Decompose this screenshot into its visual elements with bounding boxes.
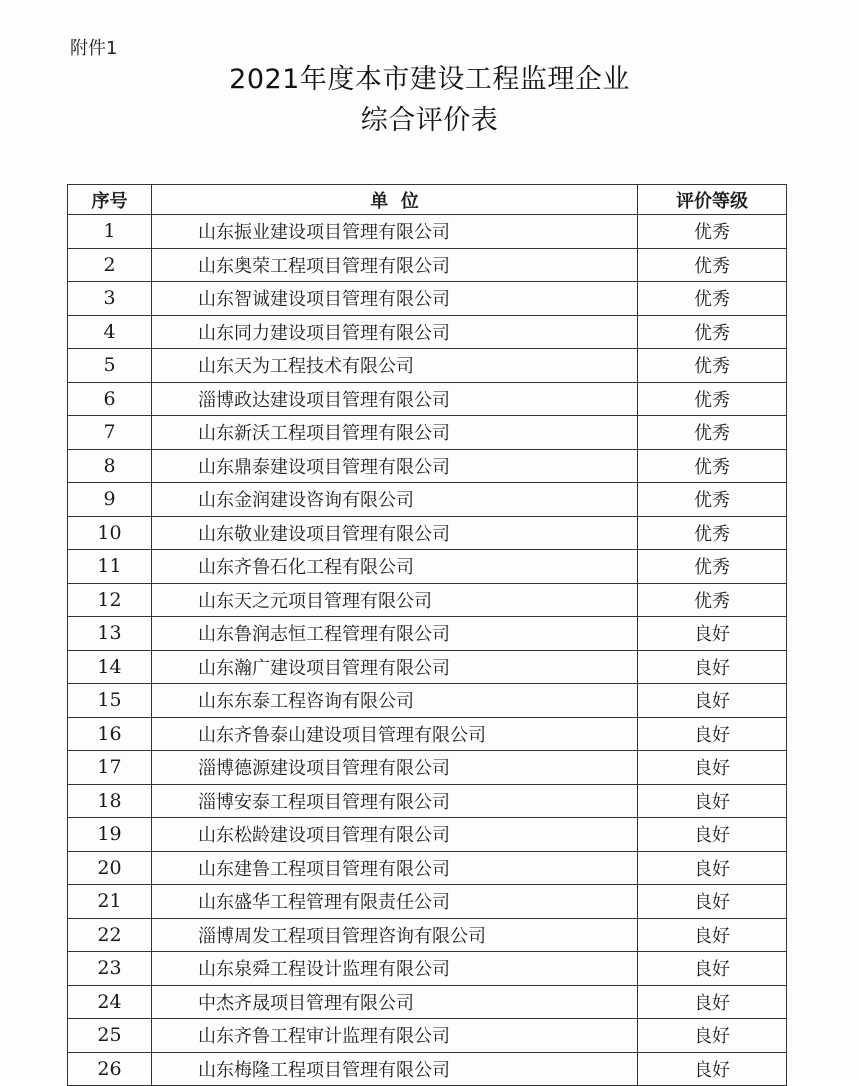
row-unit-name: 淄博德源建设项目管理有限公司 [152,751,638,785]
row-unit-name: 山东智诚建设项目管理有限公司 [152,282,638,316]
row-index: 2 [68,248,152,282]
row-index: 13 [68,617,152,651]
table-row [68,650,787,684]
row-grade: 优秀 [638,516,787,550]
table-row [68,215,787,249]
table-row [68,1052,787,1086]
row-unit-name: 山东新沃工程项目管理有限公司 [152,416,638,450]
row-index: 10 [68,516,152,550]
row-unit-name: 山东东泰工程咨询有限公司 [152,684,638,718]
row-index: 9 [68,483,152,517]
table-row [68,1019,787,1053]
table-row [68,483,787,517]
table-row [68,282,787,316]
table-row [68,717,787,751]
row-unit-name: 山东梅隆工程项目管理有限公司 [152,1052,638,1086]
table-row [68,416,787,450]
row-unit-name: 山东鲁润志恒工程管理有限公司 [152,617,638,651]
row-grade: 良好 [638,784,787,818]
row-index: 19 [68,818,152,852]
evaluation-table [67,184,787,1086]
row-index: 26 [68,1052,152,1086]
row-grade: 良好 [638,918,787,952]
row-index: 18 [68,784,152,818]
row-index: 20 [68,851,152,885]
table-row [68,918,787,952]
row-unit-name: 山东敬业建设项目管理有限公司 [152,516,638,550]
table-row [68,818,787,852]
row-unit-name: 山东奥荣工程项目管理有限公司 [152,248,638,282]
row-grade: 优秀 [638,282,787,316]
row-index: 23 [68,952,152,986]
row-grade: 优秀 [638,349,787,383]
row-index: 4 [68,315,152,349]
row-grade: 良好 [638,1052,787,1086]
row-index: 22 [68,918,152,952]
table-row [68,516,787,550]
row-index: 12 [68,583,152,617]
row-grade: 优秀 [638,315,787,349]
row-index: 25 [68,1019,152,1053]
row-unit-name: 淄博安泰工程项目管理有限公司 [152,784,638,818]
table-row [68,248,787,282]
row-grade: 优秀 [638,483,787,517]
row-unit-name: 淄博周发工程项目管理咨询有限公司 [152,918,638,952]
row-unit-name: 山东盛华工程管理有限责任公司 [152,885,638,919]
table-row [68,885,787,919]
header-index: 序号 [68,185,152,215]
row-grade: 良好 [638,1019,787,1053]
row-grade: 优秀 [638,416,787,450]
row-grade: 优秀 [638,583,787,617]
table-row [68,751,787,785]
row-grade: 良好 [638,650,787,684]
evaluation-table-wrap [67,184,786,1086]
row-unit-name: 山东松龄建设项目管理有限公司 [152,818,638,852]
row-index: 3 [68,282,152,316]
row-grade: 良好 [638,818,787,852]
document-title [0,60,859,141]
row-grade: 良好 [638,885,787,919]
table-row [68,617,787,651]
row-index: 21 [68,885,152,919]
table-body [68,215,787,1086]
row-grade: 良好 [638,985,787,1019]
table-row [68,315,787,349]
row-grade: 良好 [638,617,787,651]
row-index: 14 [68,650,152,684]
row-index: 7 [68,416,152,450]
row-unit-name: 山东同力建设项目管理有限公司 [152,315,638,349]
row-index: 1 [68,215,152,249]
row-index: 6 [68,382,152,416]
row-grade: 良好 [638,684,787,718]
row-grade: 良好 [638,751,787,785]
row-index: 24 [68,985,152,1019]
title-line-1: 2021年度本市建设工程监理企业 [229,64,630,95]
row-unit-name: 山东鼎泰建设项目管理有限公司 [152,449,638,483]
row-grade: 优秀 [638,550,787,584]
row-grade: 优秀 [638,449,787,483]
row-index: 17 [68,751,152,785]
table-row [68,449,787,483]
row-unit-name: 山东天之元项目管理有限公司 [152,583,638,617]
table-row [68,851,787,885]
table-row [68,985,787,1019]
row-unit-name: 山东齐鲁石化工程有限公司 [152,550,638,584]
title-line-2: 综合评价表 [360,105,499,136]
table-row [68,583,787,617]
row-grade: 良好 [638,851,787,885]
row-unit-name: 山东泉舜工程设计监理有限公司 [152,952,638,986]
row-grade: 良好 [638,952,787,986]
row-unit-name: 中杰齐晟项目管理有限公司 [152,985,638,1019]
table-row [68,349,787,383]
row-index: 15 [68,684,152,718]
header-grade: 评价等级 [638,185,787,215]
row-grade: 良好 [638,717,787,751]
table-header-row [68,185,787,215]
row-index: 8 [68,449,152,483]
row-grade: 优秀 [638,382,787,416]
row-unit-name: 山东齐鲁泰山建设项目管理有限公司 [152,717,638,751]
table-row [68,550,787,584]
attachment-label: 附件1 [70,38,118,59]
row-unit-name: 山东建鲁工程项目管理有限公司 [152,851,638,885]
row-unit-name: 山东振业建设项目管理有限公司 [152,215,638,249]
row-unit-name: 山东瀚广建设项目管理有限公司 [152,650,638,684]
row-index: 16 [68,717,152,751]
table-row [68,952,787,986]
row-index: 11 [68,550,152,584]
row-grade: 优秀 [638,248,787,282]
row-unit-name: 山东齐鲁工程审计监理有限公司 [152,1019,638,1053]
header-unit: 单 位 [152,185,638,215]
row-unit-name: 山东金润建设咨询有限公司 [152,483,638,517]
row-unit-name: 淄博政达建设项目管理有限公司 [152,382,638,416]
row-unit-name: 山东天为工程技术有限公司 [152,349,638,383]
row-index: 5 [68,349,152,383]
row-grade: 优秀 [638,215,787,249]
table-row [68,684,787,718]
table-row [68,784,787,818]
table-row [68,382,787,416]
